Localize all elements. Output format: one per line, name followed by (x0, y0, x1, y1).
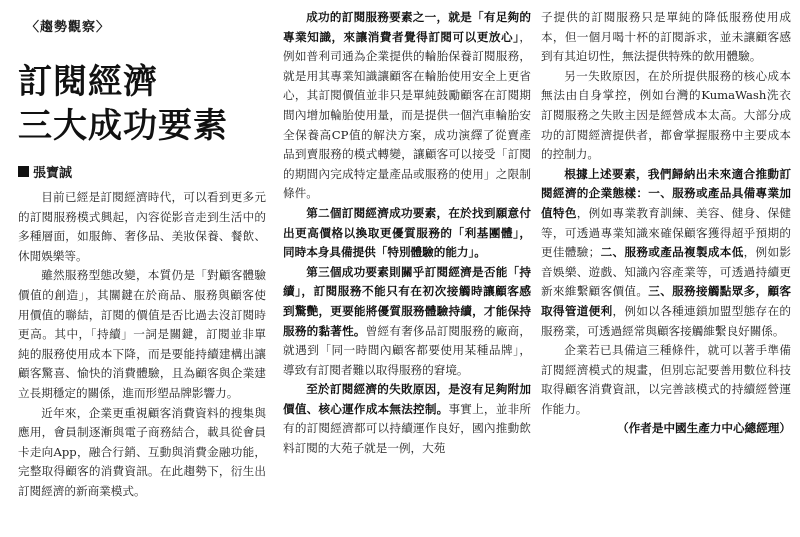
text-run: ，例如影音娛樂、遊戲、知識內容產業等，可透過持續更新來維繫顧客價值。 (541, 245, 791, 299)
section-tag: 〈趨勢觀察〉 (26, 20, 111, 35)
text-run: ，例如以各種連鎖加盟型態存在的服務業，可透過經常與顧客接觸維繫良好關係。 (541, 303, 791, 338)
byline-square-icon (18, 166, 29, 177)
author-name: 張寶誠 (33, 166, 73, 181)
bold-text: 第三個成功要素則關乎訂閱經濟是否能「持續」，訂閱服務不能只有在初次接觸時讓顧客感到驚艷，更要能將優質服務體驗持續，才能保持服務的黏著性。 (283, 264, 531, 338)
paragraph (541, 8, 791, 67)
paragraph (18, 266, 266, 403)
text-run: 曾經有奢侈品訂閱服務的廠商，就遇到「同一時間內顧客都要使用某種品牌」，導致有訂閱者難以取得服務的窘境。 (283, 323, 531, 377)
paragraph (283, 263, 531, 381)
text-run: ，例如專業教育訓練、美容、健身、保健等，可透過專業知識來確保顧客獲得超乎預期的更佳體驗； (541, 205, 791, 260)
text-run: 另一失敗原因，在於所提供服務的核心成本無法由自身掌控，例如台灣的KumaWash洗衣訂閱服務之失敗主因是經營成本太高。大部分成功的訂閱經濟提供者，都會掌握服務中主要成本的控制力。 (541, 68, 791, 162)
paragraph (283, 8, 531, 204)
text-run: ，例如普利司通為企業提供的輪胎保養訂閱服務，就是用其專業知識讓顧客在輪胎使用安全上更省心，其訂閱價值並非只是單純鼓勵顧客在訂閱期間內增加輪胎使用量，而是提供一個汽車輪胎安全保養高CP值的解決方案，成功演繹了從賣產品到賣服務的模式轉變，讓顧客可以接受「訂閱的期間內完成特定量產品或服務的使用」之限制條件。 (283, 29, 531, 201)
paragraph (18, 188, 266, 266)
bold-text: 第二個訂閱經濟成功要素，在於找到願意付出更高價格以換取更優質服務的「利基團體」，同時本身具備提供「特別體驗的能力」。 (283, 205, 531, 260)
text-run: 子提供的訂閱服務只是單純的降低服務使用成本，但一個月喝十杯的訂閱訴求，並未讓顧客感到有其迫切性，無法提供特殊的飲用體驗。 (541, 10, 791, 64)
paragraph (283, 380, 531, 458)
text-run: 目前已經是訂閱經濟時代，可以看到更多元的訂閱服務模式興起，內容從影音走到生活中的多種層面，如服飾、奢侈品、美妝保養、餐飲、休閒娛樂等。 (18, 190, 266, 263)
bold-text: 至於訂閱經濟的失敗原因，是沒有足夠附加價值、核心運作成本無法控制。 (283, 382, 531, 416)
paragraph (18, 404, 266, 502)
column-1 (18, 188, 266, 502)
headline-line-2: 三大成功要素 (18, 106, 228, 146)
text-run: 雖然服務型態改變，本質仍是「對顧客體驗價值的創造」，其關鍵在於商品、服務與顧客使用價值的聯結，訂閱的價值是否比過去沒訂閱時更高。其中，「持續」一詞是關鍵，訂閱並非單純的服務使用成本下降，而是要能持續建構出讓顧客驚喜、愉快的消費體驗，且為顧客與企業建立長期穩定的關係，進而形塑品牌影響力。 (18, 268, 266, 400)
column-3 (541, 8, 791, 439)
author-note (541, 419, 791, 439)
byline (18, 162, 72, 181)
bold-text: 根據上述要素，我們歸納出未來適合推動訂閱經濟的企業態樣：一、服務或產品具備專業加值特色 (541, 166, 791, 220)
bold-text: 三、服務接觸點眾多，顧客取得管道便利 (541, 284, 791, 318)
bold-text: 二、服務或產品複製成本低 (600, 245, 744, 260)
headline-line-1: 訂閱經濟 (18, 62, 158, 102)
paragraph (283, 204, 531, 263)
bold-text: （作者是中國生產力中心總經理） (617, 421, 791, 436)
bold-text: 成功的訂閱服務要素之一，就是「有足夠的專業知識，來讓消費者覺得訂閱可以更放心」 (283, 10, 531, 44)
text-run: 近年來，企業更重視顧客消費資料的搜集與應用，會員制逐漸與電子商務結合，載具從會員卡走向App，融合行銷、互動與消費金融功能，完整取得顧客的消費資訊。在此趨勢下，衍生出訂閱經濟的新商業模式。 (18, 405, 266, 498)
paragraph (541, 165, 791, 341)
paragraph (541, 67, 791, 165)
text-run: 企業若已具備這三種條件，就可以著手準備訂閱經濟模式的規畫，但別忘記要善用數位科技取得顧客消費資訊，以完善該模式的持續經營運作能力。 (541, 343, 791, 416)
text-run: 事實上，並非所有的訂閱經濟都可以持續運作良好，國內推動飲料訂閱的大苑子就是一例，大苑 (283, 401, 531, 456)
paragraph (541, 341, 791, 419)
column-2 (283, 8, 531, 459)
